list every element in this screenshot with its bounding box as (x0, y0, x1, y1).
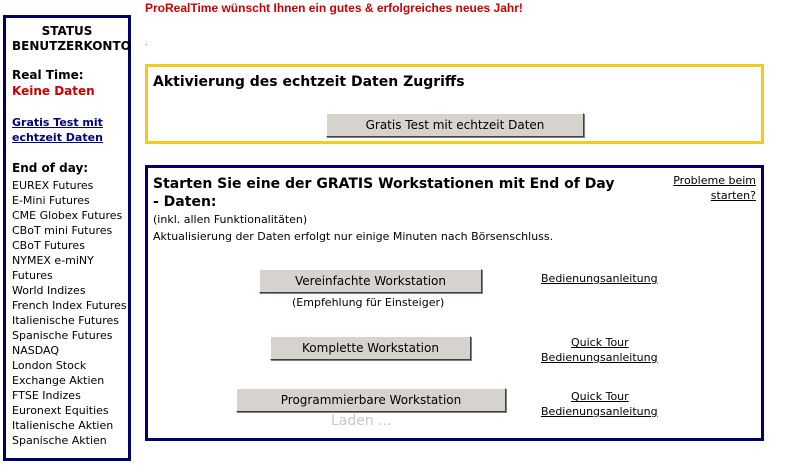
list-item: E-Mini Futures (12, 194, 90, 207)
eod-market-list (12, 178, 128, 448)
realtime-panel-title: Aktivierung des echtzeit Daten Zugriffs (153, 74, 465, 90)
list-item: Spanische Aktien (12, 434, 107, 447)
simple-manual-link[interactable]: Bedienungsanleitung (541, 272, 658, 285)
complete-quick-tour-link[interactable]: Quick Tour (571, 336, 629, 349)
programmable-workstation-button[interactable]: Programmierbare Workstation (236, 388, 506, 412)
eod-label: End of day: (12, 161, 89, 175)
workstations-title: Starten Sie eine der GRATIS Workstationen mit End of Day - Daten: (153, 176, 615, 210)
list-item: Italienische Futures (12, 314, 119, 327)
problems-link-line2: starten? (710, 189, 756, 202)
workstations-panel (145, 165, 764, 441)
realtime-activation-panel (145, 64, 764, 144)
list-item: CBoT Futures (12, 239, 85, 252)
problems-starting-link[interactable] (673, 173, 756, 203)
sidebar-title-line2: BENUTZERKONTO (12, 39, 131, 53)
sidebar-title (12, 24, 131, 54)
list-item: NASDAQ (12, 344, 60, 357)
simple-workstation-button[interactable]: Vereinfachte Workstation (259, 269, 482, 293)
free-trial-link-line1: Gratis Test mit (12, 116, 103, 129)
sidebar-title-line1: STATUS (41, 24, 93, 38)
list-item: NYMEX e-miNY (12, 254, 94, 267)
programmable-manual-link[interactable]: Bedienungsanleitung (541, 405, 658, 418)
complete-workstation-button[interactable]: Komplette Workstation (270, 336, 471, 360)
free-trial-realtime-link[interactable] (12, 115, 128, 145)
list-item: EUREX Futures (12, 179, 94, 192)
account-status-sidebar (3, 15, 131, 461)
list-item: CBoT mini Futures (12, 224, 113, 237)
realtime-label: Real Time: (12, 68, 84, 82)
list-item: French Index Futures (12, 299, 127, 312)
list-item: World Indizes (12, 284, 86, 297)
list-item: CME Globex Futures (12, 209, 123, 222)
list-item: London Stock (12, 359, 87, 372)
list-item: Spanische Futures (12, 329, 113, 342)
beginner-recommendation: (Empfehlung für Einsteiger) (292, 296, 445, 309)
new-year-message: ProRealTime wünscht Ihnen ein gutes & erfolgreiches neues Jahr! (145, 1, 523, 15)
problems-link-line1: Probleme beim (673, 174, 756, 187)
complete-manual-link[interactable]: Bedienungsanleitung (541, 351, 658, 364)
separator-dot: . (145, 38, 148, 48)
programmable-quick-tour-link[interactable]: Quick Tour (571, 390, 629, 403)
list-item: Exchange Aktien (12, 374, 105, 387)
free-trial-link-line2: echtzeit Daten (12, 131, 103, 144)
free-trial-realtime-button[interactable]: Gratis Test mit echtzeit Daten (326, 113, 584, 137)
list-item: Euronext Equities (12, 404, 109, 417)
realtime-status: Keine Daten (12, 84, 95, 98)
data-update-note: Aktualisierung der Daten erfolgt nur einige Minuten nach Börsenschluss. (153, 230, 554, 243)
list-item: FTSE Indizes (12, 389, 81, 402)
functionality-note: (inkl. allen Funktionalitäten) (153, 213, 308, 226)
list-item: Italienische Aktien (12, 419, 114, 432)
list-item: Futures (12, 269, 53, 282)
loading-indicator: Laden ... (331, 413, 392, 429)
